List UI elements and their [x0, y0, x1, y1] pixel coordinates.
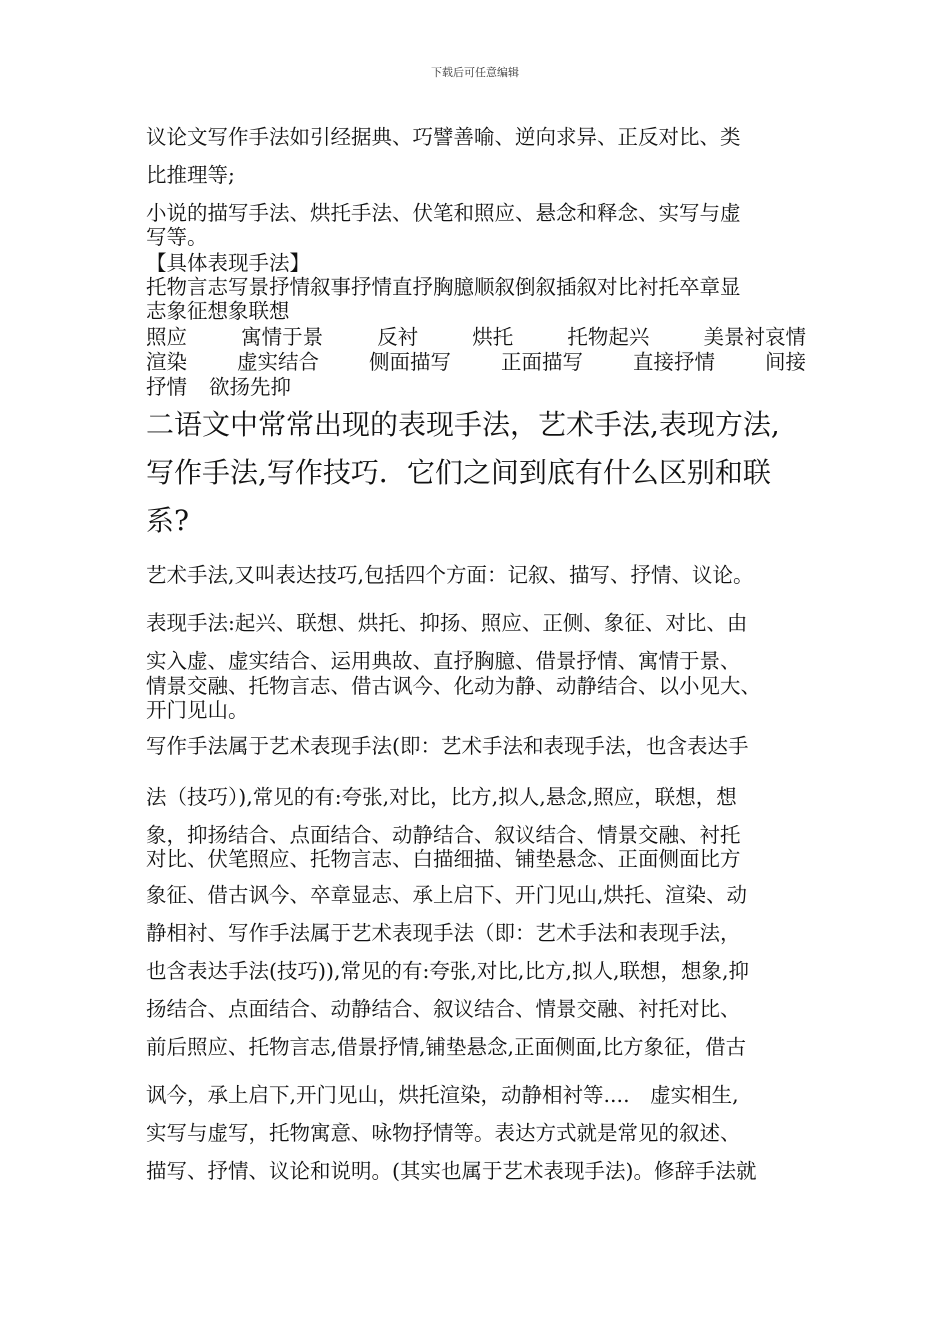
paragraph-line: 开门见山。 — [146, 698, 249, 722]
paragraph-line: 对比、伏笔照应、托物言志、白描细描、铺垫悬念、正面侧面比方 — [146, 847, 741, 871]
paragraph-line: 静相衬、写作手法属于艺术表现手法（即：艺术手法和表现手法， — [146, 921, 741, 945]
text-line: 托物言志写景抒情叙事抒情直抒胸臆顺叙倒叙插叙对比衬托卒章显 — [146, 275, 741, 299]
paragraph-line: 艺术手法,又叫表达技巧,包括四个方面：记叙、描写、抒情、议论。 — [146, 563, 754, 587]
text-line: 小说的描写手法、烘托手法、伏笔和照应、悬念和释念、实写与虚 — [146, 201, 741, 225]
paragraph-line: 也含表达手法(技巧)),常见的有:夸张,对比,比方,拟人,联想，想象,抑 — [146, 959, 749, 983]
text-line: 比推理等; — [146, 163, 235, 187]
section-heading: 写作手法,写作技巧．它们之间到底有什么区别和联 — [146, 456, 771, 489]
section-heading: 二语文中常常出现的表现手法，艺术手法,表现方法, — [146, 408, 780, 441]
paragraph-line: 前后照应、托物言志,借景抒情,铺垫悬念,正面侧面,比方象征，借古 — [146, 1035, 747, 1059]
technique-item: 抒情 — [146, 375, 187, 399]
technique-item: 正面描写 — [501, 350, 583, 374]
section-heading: 系? — [146, 504, 190, 537]
paragraph-line: 象，抑扬结合、点面结合、动静结合、叙议结合、情景交融、衬托 — [146, 823, 741, 847]
text-line: 志象征想象联想 — [146, 299, 290, 323]
paragraph-line: 讽今，承上启下,开门见山，烘托渲染，动静相衬等.... 虚实相生, — [146, 1083, 739, 1107]
technique-item: 间接 — [765, 350, 806, 374]
technique-item: 照应 — [146, 325, 187, 349]
paragraph-line: 描写、抒情、议论和说明。(其实也属于艺术表现手法)。修辞手法就 — [146, 1159, 757, 1183]
section-label: 【具体表现手法】 — [146, 251, 310, 275]
text-line: 议论文写作手法如引经据典、巧譬善喻、逆向求异、正反对比、类 — [146, 125, 741, 149]
paragraph-line: 写作手法属于艺术表现手法(即：艺术手法和表现手法，也含表达手 — [146, 734, 749, 758]
paragraph-line: 情景交融、托物言志、借古讽今、化动为静、动静结合、以小见大、 — [146, 674, 761, 698]
technique-item: 美景衬哀情 — [703, 325, 806, 349]
technique-item: 烘托 — [472, 325, 514, 349]
technique-item: 托物起兴 — [567, 325, 650, 349]
technique-item: 渲染 — [146, 350, 187, 374]
paragraph-line: 实写与虚写，托物寓意、咏物抒情等。表达方式就是常见的叙述、 — [146, 1121, 741, 1145]
paragraph-line: 表现手法:起兴、联想、烘托、抑扬、照应、正侧、象征、对比、由 — [146, 611, 748, 635]
text-line: 写等。 — [146, 225, 208, 249]
paragraph-line: 象征、借古讽今、卒章显志、承上启下、开门见山,烘托、渲染、动 — [146, 883, 748, 907]
technique-item: 侧面描写 — [369, 350, 451, 374]
technique-item: 寓情于景 — [241, 325, 324, 349]
technique-row — [146, 349, 806, 375]
technique-item: 反衬 — [377, 325, 419, 349]
technique-row — [146, 324, 806, 350]
paragraph-line: 扬结合、点面结合、动静结合、叙议结合、情景交融、衬托对比、 — [146, 997, 741, 1021]
page-header: 下载后可任意编辑 — [431, 66, 519, 79]
paragraph-line: 实入虚、虚实结合、运用典故、直抒胸臆、借景抒情、寓情于景、 — [146, 649, 741, 673]
technique-item: 欲扬先抑 — [209, 375, 291, 399]
paragraph-line: 法（技巧）),常见的有:夸张,对比，比方,拟人,悬念,照应，联想，想 — [146, 785, 737, 809]
technique-item: 直接抒情 — [633, 350, 715, 374]
technique-item: 虚实结合 — [237, 350, 319, 374]
technique-row — [146, 374, 291, 400]
